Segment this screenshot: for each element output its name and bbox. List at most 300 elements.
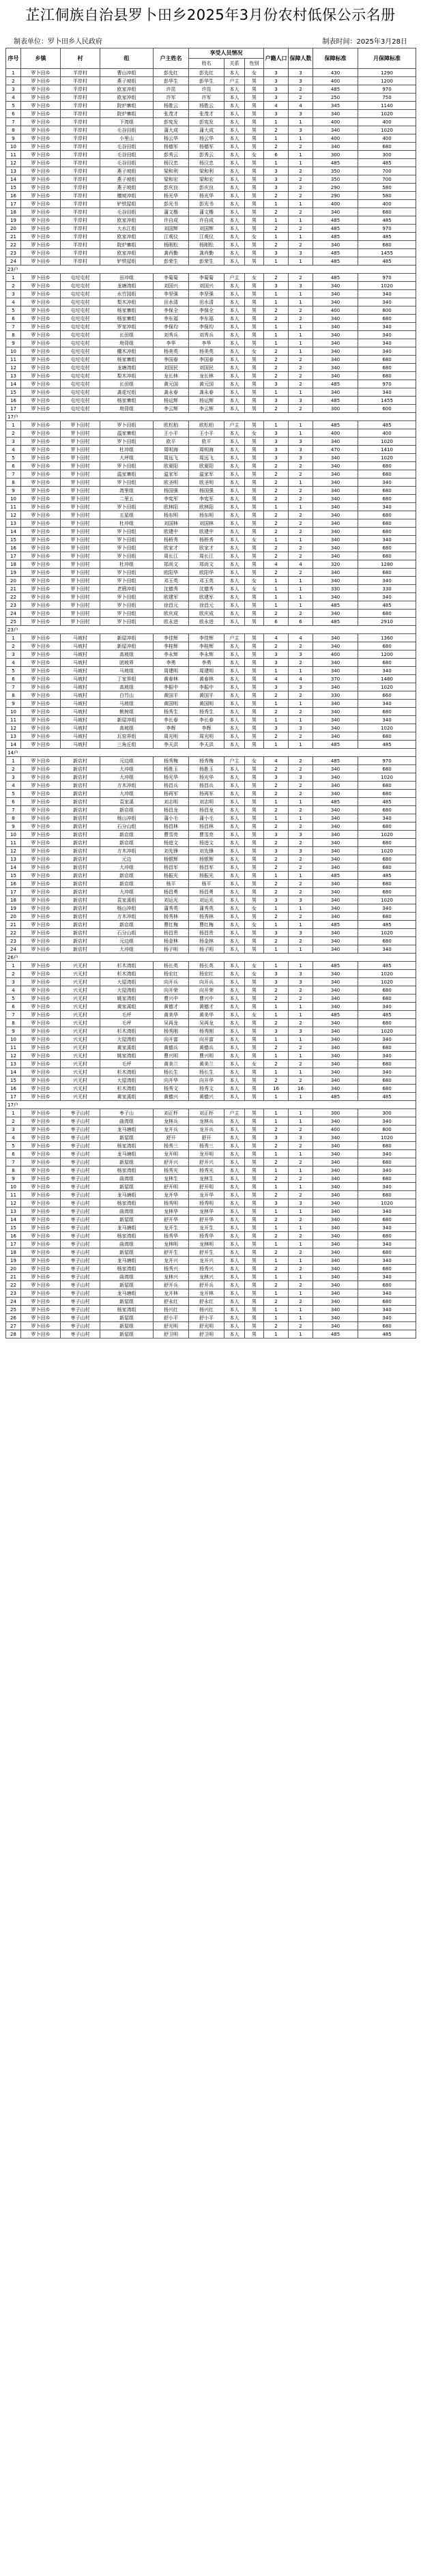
- cell-relation: 本人: [224, 962, 245, 970]
- cell-township: 罗卜田乡: [21, 708, 61, 716]
- cell-standard: 340: [313, 528, 358, 536]
- cell-standard: 340: [313, 1150, 358, 1158]
- cell-household-pop: 3: [264, 1199, 289, 1207]
- cell-monthly-standard: 340: [358, 347, 416, 356]
- cell-relation: 本人: [224, 1126, 245, 1134]
- cell-household-pop: 2: [264, 1191, 289, 1199]
- cell-relation: 本人: [224, 650, 245, 659]
- cell-covered-count: 2: [289, 610, 313, 618]
- cell-village: 罗卜田村: [61, 438, 100, 446]
- cell-covered-count: 3: [289, 970, 313, 978]
- cell-village: 枣子山村: [61, 1109, 100, 1117]
- cell-index: 2: [6, 765, 21, 773]
- cell-index: 2: [6, 1117, 21, 1126]
- cell-name: 彭秀云: [189, 151, 224, 159]
- table-row: [6, 1109, 416, 1117]
- section-row: [6, 749, 416, 757]
- cell-group: 龙马塘组: [100, 1191, 154, 1199]
- cell-covered-count: 1: [289, 1257, 313, 1265]
- cell-relation: 本人: [224, 208, 245, 216]
- cell-household-pop: 3: [264, 184, 289, 192]
- cell-standard: 300: [313, 405, 358, 413]
- cell-name: 杨秀梅: [189, 757, 224, 765]
- cell-township: 罗卜田乡: [21, 585, 61, 593]
- cell-index: 12: [6, 1052, 21, 1060]
- cell-name: 杨秀三: [189, 1142, 224, 1150]
- cell-index: 4: [6, 1134, 21, 1142]
- cell-village: 屯坨屯村: [61, 306, 100, 315]
- cell-household-pop: 1: [264, 1117, 289, 1126]
- cell-village: 新店村: [61, 806, 100, 814]
- cell-household-pop: 1: [264, 216, 289, 225]
- cell-gender: 男: [245, 741, 264, 749]
- cell-township: 罗卜田乡: [21, 470, 61, 478]
- cell-group: 新屋组: [100, 1281, 154, 1289]
- cell-relation: 本人: [224, 356, 245, 364]
- cell-township: 罗卜田乡: [21, 216, 61, 225]
- cell-monthly-standard: 580: [358, 192, 416, 200]
- cell-householder: 杨秀文: [154, 1085, 189, 1093]
- cell-group: 高坡组: [100, 724, 154, 732]
- cell-standard: 485: [313, 225, 358, 233]
- cell-relation: 本人: [224, 528, 245, 536]
- section-row: [6, 626, 416, 634]
- table-row: [6, 822, 416, 831]
- cell-relation: 本人: [224, 610, 245, 618]
- table-row: [6, 1027, 416, 1035]
- cell-township: 罗卜田乡: [21, 454, 61, 462]
- cell-name: 杨秀华: [189, 1232, 224, 1240]
- table-row: [6, 650, 416, 659]
- section-row: [6, 413, 416, 421]
- cell-gender: 男: [245, 708, 264, 716]
- cell-gender: 男: [245, 1289, 264, 1298]
- cell-township: 罗卜田乡: [21, 405, 61, 413]
- cell-household-pop: 1: [264, 593, 289, 601]
- cell-householder: 杨昌勇: [154, 888, 189, 896]
- cell-household-pop: 2: [264, 642, 289, 650]
- cell-index: 4: [6, 986, 21, 994]
- cell-householder: 杨胜云: [154, 102, 189, 110]
- cell-gender: 男: [245, 1265, 264, 1273]
- cell-group: 湾里组: [100, 487, 154, 495]
- cell-householder: 杨秀梅: [154, 757, 189, 765]
- table-row: [6, 937, 416, 945]
- cell-group: 曹山冲组: [100, 69, 154, 77]
- cell-covered-count: 2: [289, 1175, 313, 1183]
- cell-householder: 李永辉: [154, 650, 189, 659]
- table-row: [6, 872, 416, 880]
- cell-name: 杨光华: [189, 773, 224, 782]
- cell-name: 曹雪亮: [189, 831, 224, 839]
- cell-township: 罗卜田乡: [21, 732, 61, 741]
- header-beneficiary-name: 姓名: [189, 59, 224, 69]
- cell-group: 罗卜田组: [100, 552, 154, 560]
- cell-householder: 张茂才: [154, 110, 189, 118]
- cell-standard: 485: [313, 249, 358, 257]
- cell-covered-count: 1: [289, 1035, 313, 1044]
- cell-village: 半岸村: [61, 143, 100, 151]
- cell-township: 罗卜田乡: [21, 306, 61, 315]
- table-row: [6, 94, 416, 102]
- cell-index: 11: [6, 1044, 21, 1052]
- cell-group: 大屋湾组: [100, 986, 154, 994]
- cell-household-pop: 4: [264, 560, 289, 569]
- cell-gender: 男: [245, 1207, 264, 1216]
- cell-covered-count: 1: [289, 593, 313, 601]
- cell-standard: 345: [313, 102, 358, 110]
- cell-household-pop: 3: [264, 77, 289, 85]
- cell-household-pop: 3: [264, 397, 289, 405]
- cell-household-pop: 2: [264, 782, 289, 790]
- cell-standard: 400: [313, 118, 358, 126]
- cell-name: 杨宏红: [189, 970, 224, 978]
- cell-township: 罗卜田乡: [21, 233, 61, 241]
- cell-monthly-standard: 680: [358, 863, 416, 872]
- cell-householder: 杨进文: [154, 839, 189, 847]
- cell-index: 4: [6, 446, 21, 454]
- header-covered-count: 保障人数: [289, 48, 313, 69]
- cell-name: 黄德兵: [189, 1044, 224, 1052]
- cell-relation: 本人: [224, 1224, 245, 1232]
- cell-monthly-standard: 1020: [358, 978, 416, 986]
- roster-table: [5, 48, 416, 1339]
- cell-monthly-standard: 1020: [358, 831, 416, 839]
- table-row: [6, 397, 416, 405]
- table-row: [6, 831, 416, 839]
- cell-index: 12: [6, 159, 21, 167]
- cell-monthly-standard: 485: [358, 233, 416, 241]
- cell-gender: 男: [245, 446, 264, 454]
- cell-name: 李佳辉: [189, 634, 224, 642]
- cell-gender: 男: [245, 192, 264, 200]
- table-row: [6, 691, 416, 700]
- cell-standard: 300: [313, 1109, 358, 1117]
- cell-index: 10: [6, 143, 21, 151]
- cell-standard: 340: [313, 1085, 358, 1093]
- cell-monthly-standard: 340: [358, 298, 416, 306]
- cell-standard: 340: [313, 1003, 358, 1011]
- cell-township: 罗卜田乡: [21, 1248, 61, 1257]
- cell-covered-count: 3: [289, 77, 313, 85]
- cell-householder: 向开富: [154, 1035, 189, 1044]
- cell-name: 杨刚松: [189, 241, 224, 249]
- cell-monthly-standard: 680: [358, 511, 416, 519]
- cell-township: 罗卜田乡: [21, 1109, 61, 1117]
- cell-standard: 340: [313, 478, 358, 487]
- cell-household-pop: 3: [264, 978, 289, 986]
- page-title: 芷江侗族自治县罗卜田乡2025年3月份农村低保公示名册: [25, 7, 396, 23]
- cell-household-pop: 1: [264, 503, 289, 511]
- cell-covered-count: 2: [289, 274, 313, 282]
- cell-covered-count: 2: [289, 1248, 313, 1257]
- cell-group: 大屋湾组: [100, 1035, 154, 1044]
- cell-standard: 340: [313, 339, 358, 347]
- cell-householder: 杨昌林: [154, 822, 189, 831]
- cell-index: 8: [6, 814, 21, 822]
- cell-household-pop: 1: [264, 536, 289, 544]
- cell-gender: 男: [245, 806, 264, 814]
- cell-covered-count: 1: [289, 1093, 313, 1101]
- cell-village: 兴无村: [61, 970, 100, 978]
- cell-index: 12: [6, 724, 21, 732]
- cell-village: 兴无村: [61, 1052, 100, 1060]
- cell-township: 罗卜田乡: [21, 642, 61, 650]
- cell-index: 1: [6, 757, 21, 765]
- cell-householder: 欧家才: [154, 544, 189, 552]
- cell-name: 李云辉: [189, 405, 224, 413]
- cell-group: 新店组: [100, 880, 154, 888]
- cell-village: 屯坨屯村: [61, 347, 100, 356]
- cell-household-pop: 1: [264, 1068, 289, 1076]
- cell-group: 袁家溪: [100, 798, 154, 806]
- cell-relation: 本人: [224, 241, 245, 249]
- cell-group: 新店组: [100, 921, 154, 929]
- cell-name: 刘国林: [189, 519, 224, 528]
- cell-monthly-standard: 1360: [358, 634, 416, 642]
- cell-group: 杨家湾组: [100, 1232, 154, 1240]
- cell-household-pop: 4: [264, 102, 289, 110]
- cell-gender: 男: [245, 1134, 264, 1142]
- cell-monthly-standard: 680: [358, 1248, 416, 1257]
- cell-index: 5: [6, 102, 21, 110]
- table-row: [6, 126, 416, 134]
- cell-monthly-standard: 680: [358, 937, 416, 945]
- cell-village: 半岸村: [61, 249, 100, 257]
- cell-group: 龙塘湾组: [100, 364, 154, 372]
- cell-relation: 本人: [224, 1027, 245, 1035]
- cell-standard: 340: [313, 970, 358, 978]
- table-row: [6, 1314, 416, 1322]
- cell-index: 14: [6, 741, 21, 749]
- cell-standard: 340: [313, 290, 358, 298]
- cell-monthly-standard: 340: [358, 1167, 416, 1175]
- cell-relation: 本人: [224, 1191, 245, 1199]
- cell-group: 石分山组: [100, 929, 154, 937]
- cell-covered-count: 2: [289, 708, 313, 716]
- cell-householder: 黄德兴: [154, 1093, 189, 1101]
- cell-covered-count: 2: [289, 380, 313, 388]
- table-row: [6, 503, 416, 511]
- cell-relation: 本人: [224, 1068, 245, 1076]
- cell-relation: 本人: [224, 519, 245, 528]
- cell-relation: 本人: [224, 1314, 245, 1322]
- cell-index: 4: [6, 298, 21, 306]
- cell-index: 11: [6, 1191, 21, 1199]
- cell-gender: 男: [245, 1175, 264, 1183]
- cell-standard: 340: [313, 880, 358, 888]
- cell-standard: 340: [313, 1052, 358, 1060]
- cell-monthly-standard: 680: [358, 855, 416, 863]
- cell-covered-count: 1: [289, 1314, 313, 1322]
- table-row: [6, 1158, 416, 1167]
- cell-relation: 本人: [224, 233, 245, 241]
- table-row: [6, 1281, 416, 1289]
- cell-monthly-standard: 680: [358, 782, 416, 790]
- cell-relation: 本人: [224, 438, 245, 446]
- cell-householder: 欧建中: [154, 528, 189, 536]
- cell-monthly-standard: 1020: [358, 773, 416, 782]
- cell-household-pop: 3: [264, 970, 289, 978]
- cell-group: 院炉寨组: [100, 241, 154, 249]
- cell-standard: 340: [313, 683, 358, 691]
- cell-standard: 340: [313, 782, 358, 790]
- cell-householder: 杨德军: [154, 143, 189, 151]
- cell-household-pop: 2: [264, 913, 289, 921]
- cell-relation: 本人: [224, 85, 245, 94]
- cell-village: 新店村: [61, 888, 100, 896]
- table-row: [6, 1199, 416, 1207]
- cell-township: 罗卜田乡: [21, 1289, 61, 1298]
- cell-householder: 杨云华: [154, 134, 189, 143]
- cell-gender: 男: [245, 462, 264, 470]
- cell-index: 14: [6, 863, 21, 872]
- cell-township: 罗卜田乡: [21, 880, 61, 888]
- cell-householder: 刘国辉: [154, 225, 189, 233]
- cell-relation: 本人: [224, 478, 245, 487]
- cell-householder: 欧松柏: [154, 421, 189, 429]
- cell-monthly-standard: 1020: [358, 1027, 416, 1035]
- cell-township: 罗卜田乡: [21, 478, 61, 487]
- cell-standard: 340: [313, 298, 358, 306]
- cell-gender: 男: [245, 225, 264, 233]
- cell-standard: 400: [313, 429, 358, 438]
- cell-monthly-standard: 600: [358, 405, 416, 413]
- cell-gender: 男: [245, 454, 264, 462]
- cell-covered-count: 2: [289, 306, 313, 315]
- table-row: [6, 904, 416, 913]
- cell-group: 新屋组: [100, 1322, 154, 1330]
- cell-township: 罗卜田乡: [21, 1158, 61, 1167]
- cell-group: 杨家寨组: [100, 315, 154, 323]
- cell-township: 罗卜田乡: [21, 528, 61, 536]
- cell-covered-count: 1: [289, 421, 313, 429]
- cell-householder: 舒小平: [154, 1314, 189, 1322]
- cell-name: 舒开兴: [189, 1158, 224, 1167]
- cell-relation: 本人: [224, 822, 245, 831]
- table-row: [6, 716, 416, 724]
- cell-index: 5: [6, 454, 21, 462]
- cell-index: 9: [6, 822, 21, 831]
- cell-standard: 485: [313, 274, 358, 282]
- cell-group: 黄家溪组: [100, 1093, 154, 1101]
- cell-standard: 340: [313, 1257, 358, 1265]
- cell-householder: 欧夏阳: [154, 462, 189, 470]
- cell-name: 杨秀兴: [189, 1265, 224, 1273]
- cell-relation: 户主: [224, 421, 245, 429]
- cell-gender: 男: [245, 716, 264, 724]
- cell-township: 罗卜田乡: [21, 716, 61, 724]
- cell-group: 铲铁屋组: [100, 200, 154, 208]
- cell-gender: 男: [245, 552, 264, 560]
- cell-monthly-standard: 340: [358, 1035, 416, 1044]
- cell-standard: 340: [313, 511, 358, 519]
- cell-village: 枣子山村: [61, 1126, 100, 1134]
- cell-monthly-standard: 1020: [358, 282, 416, 290]
- cell-monthly-standard: 680: [358, 1232, 416, 1240]
- table-row: [6, 863, 416, 872]
- cell-township: 罗卜田乡: [21, 1068, 61, 1076]
- cell-name: 杨秀明: [189, 1199, 224, 1207]
- cell-standard: 340: [313, 716, 358, 724]
- cell-group: 杨家寨组: [100, 356, 154, 364]
- table-row: [6, 1117, 416, 1126]
- cell-standard: 340: [313, 356, 358, 364]
- cell-group: 杨家湾组: [100, 1306, 154, 1314]
- cell-covered-count: 1: [289, 1289, 313, 1298]
- cell-gender: 男: [245, 315, 264, 323]
- cell-name: 彭光书: [189, 200, 224, 208]
- cell-gender: 男: [245, 249, 264, 257]
- cell-gender: 男: [245, 937, 264, 945]
- cell-village: 兴无村: [61, 1035, 100, 1044]
- cell-village: 屯坨屯村: [61, 397, 100, 405]
- cell-householder: 龙开生: [154, 1224, 189, 1232]
- cell-household-pop: 3: [264, 380, 289, 388]
- cell-relation: 本人: [224, 994, 245, 1003]
- cell-village: 屯坨屯村: [61, 315, 100, 323]
- cell-standard: 340: [313, 438, 358, 446]
- table-row: [6, 110, 416, 118]
- cell-household-pop: 2: [264, 1076, 289, 1085]
- cell-group: 杨家寨组: [100, 397, 154, 405]
- cell-gender: 男: [245, 290, 264, 298]
- cell-name: 田水清: [189, 298, 224, 306]
- section-count: 23户: [6, 626, 416, 634]
- cell-householder: 向开华: [154, 1076, 189, 1085]
- cell-monthly-standard: 340: [358, 1183, 416, 1191]
- table-row: [6, 708, 416, 716]
- cell-household-pop: 1: [264, 945, 289, 954]
- cell-householder: 龙开林: [154, 1289, 189, 1298]
- cell-covered-count: 3: [289, 438, 313, 446]
- cell-covered-count: 2: [289, 1265, 313, 1273]
- cell-name: 黄元国: [189, 380, 224, 388]
- cell-group: 院炉寨组: [100, 110, 154, 118]
- cell-monthly-standard: 680: [358, 1191, 416, 1199]
- cell-index: 15: [6, 1224, 21, 1232]
- cell-householder: 杨平: [154, 880, 189, 888]
- cell-group: 罗卜田组: [100, 569, 154, 577]
- cell-covered-count: 3: [289, 1199, 313, 1207]
- cell-householder: 杨胜玉: [154, 765, 189, 773]
- cell-householder: 曹雪亮: [154, 831, 189, 839]
- cell-gender: 女: [245, 536, 264, 544]
- cell-village: 兴无村: [61, 1003, 100, 1011]
- cell-covered-count: 2: [289, 184, 313, 192]
- cell-relation: 本人: [224, 790, 245, 798]
- cell-group: 罗卜田组: [100, 503, 154, 511]
- cell-householder: 杨光华: [154, 192, 189, 200]
- cell-householder: 杨昌军: [154, 863, 189, 872]
- cell-relation: 户主: [224, 1109, 245, 1117]
- cell-gender: 女: [245, 921, 264, 929]
- cell-village: 罗卜田村: [61, 495, 100, 503]
- cell-name: 杨昌贵: [189, 929, 224, 937]
- cell-gender: 男: [245, 1216, 264, 1224]
- cell-name: 吴再龙: [189, 1019, 224, 1027]
- cell-standard: 340: [313, 536, 358, 544]
- cell-covered-count: 2: [289, 552, 313, 560]
- cell-gender: 男: [245, 528, 264, 536]
- table-row: [6, 184, 416, 192]
- cell-name: 龙开兵: [189, 1126, 224, 1134]
- table-row: [6, 1175, 416, 1183]
- cell-group: 新屋冲组: [100, 716, 154, 724]
- cell-monthly-standard: 750: [358, 94, 416, 102]
- cell-index: 1: [6, 69, 21, 77]
- cell-village: 罗卜田村: [61, 569, 100, 577]
